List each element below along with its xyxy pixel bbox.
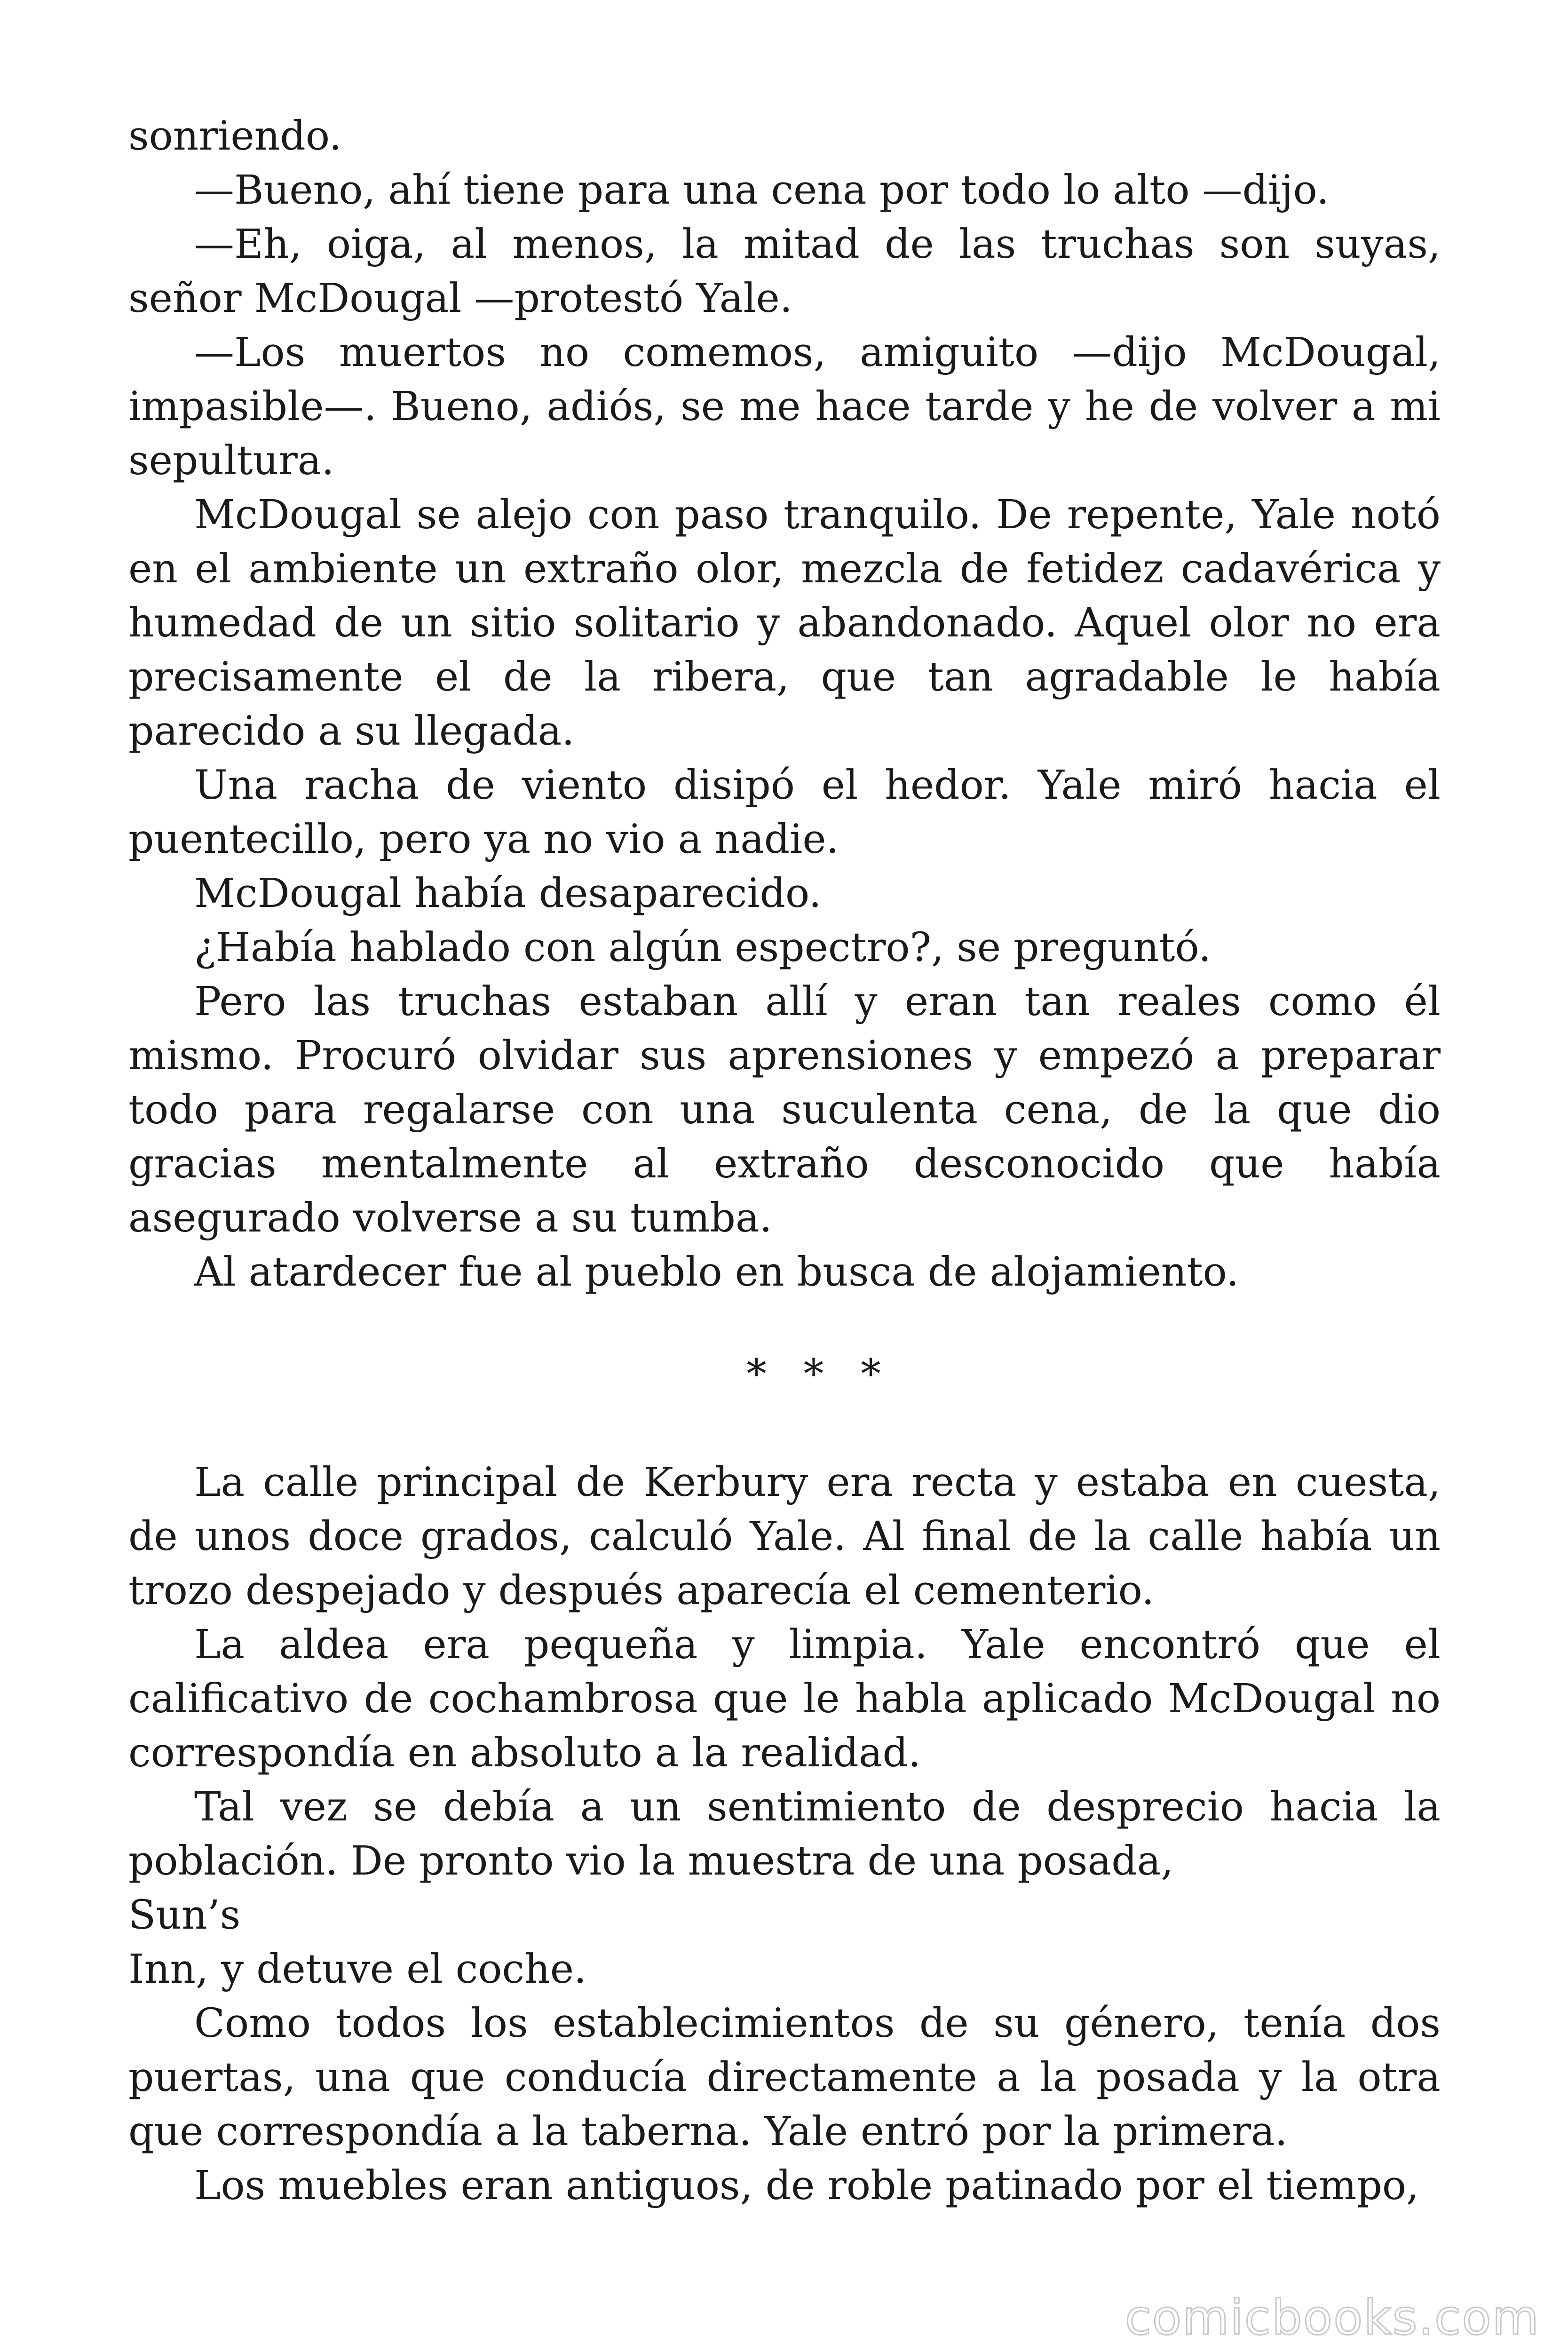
paragraph: McDougal se alejo con paso tranquilo. De repente, Yale notó en el ambiente un extraño olor, mezcla de fetidez cadavérica y humedad de un sitio solitario y abandonado. Aquel olor no era precisamente el de la ribera, que tan agradable le había parecido a su llegada. bbox=[128, 492, 1441, 755]
site-watermark: comicbooks.com bbox=[1125, 2290, 1540, 2346]
paragraph: Sun’s bbox=[128, 1892, 241, 1939]
paragraph: Pero las truchas estaban allí y eran tan reales como él mismo. Procuró olvidar sus aprensiones y empezó a preparar todo para regalarse con una suculenta cena, de la que dio gracias mentalmente al extraño desconocido que había asegurado volverse a su tumba. bbox=[128, 978, 1441, 1241]
text-block-after-separator bbox=[128, 1455, 1441, 2213]
paragraph: La aldea era pequeña y limpia. Yale encontró que el calificativo de cochambrosa que le habla aplicado McDougal no correspondía en absoluto a la realidad. bbox=[128, 1621, 1441, 1776]
paragraph: ¿Había hablado con algún espectro?, se preguntó. bbox=[194, 924, 1212, 971]
paragraph: La calle principal de Kerbury era recta y estaba en cuesta, de unos doce grados, calculó Yale. Al final de la calle había un trozo despejado y después aparecía el cementerio. bbox=[128, 1459, 1441, 1614]
paragraph: —Eh, oiga, al menos, la mitad de las truchas son suyas, señor McDougal —protestó Yale. bbox=[128, 221, 1441, 322]
paragraph: Una racha de viento disipó el hedor. Yale miró hacia el puentecillo, pero ya no vio a nadie. bbox=[128, 762, 1441, 863]
section-separator: * * * bbox=[746, 1351, 893, 1398]
paragraph: Como todos los establecimientos de su género, tenía dos puertas, una que conducía directamente a la posada y la otra que correspondía a la taberna. Yale entró por la primera. bbox=[128, 2000, 1441, 2155]
paragraph: McDougal había desaparecido. bbox=[194, 870, 822, 917]
paragraph: Tal vez se debía a un sentimiento de desprecio hacia la población. De pronto vio la muestra de una posada, bbox=[128, 1784, 1441, 1884]
paragraph: Inn, y detuve el coche. bbox=[128, 1946, 587, 1993]
paragraph: —Bueno, ahí tiene para una cena por todo lo alto —dijo. bbox=[194, 167, 1330, 214]
text-block-before-separator bbox=[128, 109, 1441, 1299]
book-page bbox=[128, 109, 1441, 2213]
paragraph: sonriendo. bbox=[128, 113, 342, 159]
paragraph: Al atardecer fue al pueblo en busca de alojamiento. bbox=[194, 1249, 1239, 1295]
paragraph: —Los muertos no comemos, amiguito —dijo McDougal, impasible—. Bueno, adiós, se me hace tarde y he de volver a mi sepultura. bbox=[128, 329, 1441, 484]
paragraph: Los muebles eran antiguos, de roble patinado por el tiempo, bbox=[194, 2162, 1419, 2209]
